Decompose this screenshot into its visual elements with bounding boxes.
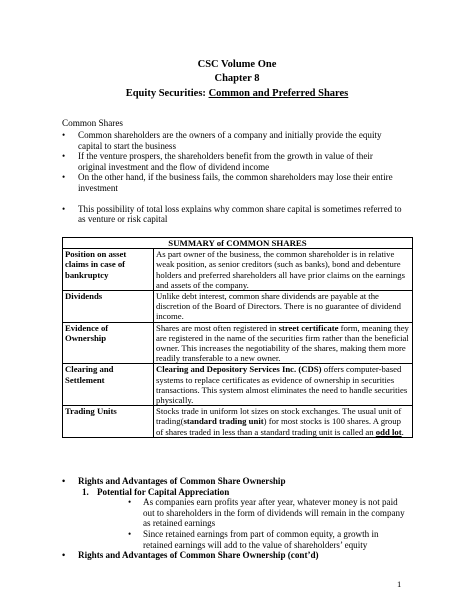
row-text: Unlike debt interest, common share dividends are payable at the discretion of the Board of Directors. There is no guarantee of dividend income. [154,291,413,323]
table-row [63,364,413,406]
row-label: Clearing and Settlement [63,364,154,406]
bullet-text: This possibility of total loss explains why common share capital is sometimes referred to as venture or risk capital [78,203,402,225]
bullet-icon: • [62,476,66,486]
table-row [63,322,413,364]
list-item [62,497,407,529]
row-text [154,406,413,438]
list-number: 1. [82,486,89,497]
row-text [154,322,413,364]
page-number: 1 [397,579,402,589]
bullet-text: Common shareholders are the owners of a company and initially provide the equity capital to start the business [78,130,382,151]
bullet-text: If the venture prospers, the shareholders benefit from the growth in value of their original investment and the flow of dividend income [78,151,373,172]
common-shares-title: Common Shares [62,118,123,128]
common-shares-bullets [62,130,402,225]
bullet-icon: • [62,203,66,214]
bullet-icon: • [62,172,66,183]
bullet-icon: • [62,550,66,561]
list-item [62,487,407,498]
bullet-text: As companies earn profits year after year, whatever money is not paid out to shareholders in the form of dividends will remain in the company as retained earnings [143,497,405,529]
row-text-part: . [401,426,404,437]
rights-section [62,476,407,561]
bullet-text: Rights and Advantages of Common Share Ownership [78,476,286,486]
row-text-part: Shares are most often registered in [156,322,279,333]
bullet-icon: • [128,497,132,508]
row-label: Trading Units [63,406,154,438]
row-label: Dividends [63,291,154,323]
heading-prefix: Equity Securities: [125,88,209,99]
list-item [62,476,407,487]
table-row [63,291,413,323]
table-title: SUMMARY of COMMON SHARES [63,238,413,249]
row-label: Position on asset claims in case of bankruptcy [63,249,154,291]
list-item [62,151,402,172]
table-row [63,406,413,438]
bullet-text: Rights and Advantages of Common Share Ownership (cont’d) [78,550,319,561]
table-header-row [63,238,413,249]
row-text-part: offers computer-based systems to replace certificates as evidence of ownership in securities transactions. This system almost eliminates the need to handle securities physically. [156,364,408,406]
row-label: Evidence of Ownership [63,322,154,364]
row-text-bold: standard trading unit [183,416,264,427]
bullet-text: Since retained earnings from part of common equity, a growth in retained earnings will add to the value of shareholders’ equity [143,528,379,550]
volume-title: CSC Volume One [197,59,277,70]
row-text-part: ) for most stocks is 100 shares. A group of shares traded in less than a standard trading unit is called an [156,416,401,437]
bullet-text: Potential for Capital Appreciation [97,486,230,497]
row-text-bold: Clearing and Depository Services Inc. (CDS) [156,364,322,375]
table-row [63,249,413,291]
chapter-title: Chapter 8 [214,73,260,84]
row-text [154,364,413,406]
row-text: As part owner of the business, the common shareholder is in relative weak position, as senior creditors (such as banks), bond and debenture holders and preferred shareholders all have prior claims on the earnings and assets of the company. [154,249,413,291]
row-text-bold-underlined: odd lot [375,426,402,437]
section-heading [0,87,474,100]
bullet-icon: • [62,130,66,140]
row-text-bold: street certificate [278,322,339,333]
bullet-text: On the other hand, if the business fails, the common shareholders may lose their entire investment [78,172,393,193]
bullet-icon: • [128,528,132,539]
list-item [62,550,407,561]
row-text-part: form, meaning they are registered in the name of the securities firm rather than the beneficial owner. This increases the negotiability of the shares, making them more readily transferable to a new owner. [156,322,409,364]
summary-table [62,237,413,438]
list-item [62,204,402,225]
row-text-part: Stocks trade in uniform lot sizes on stock exchanges. The usual unit of trading( [156,406,402,427]
list-item [62,172,402,193]
bullet-icon: • [62,151,66,162]
list-item [62,529,407,550]
heading-underlined: Common and Preferred Shares [208,88,349,99]
list-item [62,130,402,151]
